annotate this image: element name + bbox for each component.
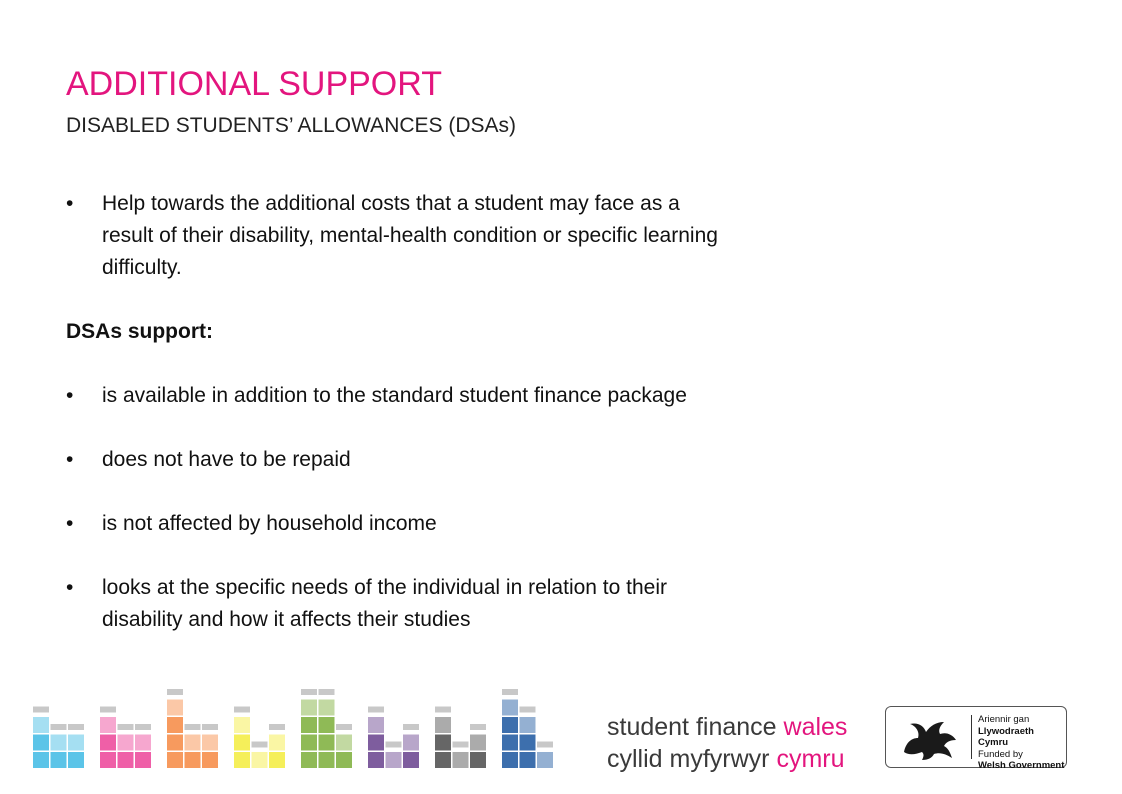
bar-cap (502, 689, 518, 695)
bullet-dot: • (66, 576, 74, 599)
bar-cap (234, 707, 250, 713)
bar-cap (453, 742, 469, 748)
bar-cap (100, 707, 116, 713)
bar-cell (502, 700, 518, 716)
bar-cap (336, 724, 352, 730)
bar-cap (167, 689, 183, 695)
bar-cap (269, 724, 285, 730)
bar-cell (537, 752, 553, 768)
bar-cell (368, 735, 384, 751)
bullet-dot: • (66, 384, 74, 407)
bar-cell (301, 752, 317, 768)
bar-cell (520, 735, 536, 751)
bar-cell (520, 752, 536, 768)
list-item-text-line-2: disability and how it affects their studies (102, 608, 471, 631)
bar-cap (470, 724, 486, 730)
bar-cap (33, 707, 49, 713)
bar-cell (403, 752, 419, 768)
bar-cell (118, 735, 134, 751)
bar-cell (319, 752, 335, 768)
bar-cell (252, 752, 268, 768)
bar-cell (68, 735, 84, 751)
bar-cell (319, 717, 335, 733)
student-finance-wales-logo (607, 711, 847, 775)
intro-line-1: Help towards the additional costs that a student may face as a (102, 192, 680, 215)
list-item-text: is available in addition to the standard student finance package (102, 384, 687, 407)
bar-cell (269, 735, 285, 751)
bar-cell (167, 735, 183, 751)
dragon-icon (896, 712, 962, 762)
intro-line-2: result of their disability, mental-health condition or specific learning (102, 224, 718, 247)
bar-cell (470, 752, 486, 768)
bar-cell (118, 752, 134, 768)
bar-cell (202, 735, 218, 751)
bar-cell (368, 717, 384, 733)
brand-line-2-accent: cymru (776, 745, 845, 773)
bar-cell (234, 717, 250, 733)
bar-cap (386, 742, 402, 748)
bar-cell (336, 752, 352, 768)
section-heading: DSAs support: (66, 320, 213, 343)
bar-cell (386, 752, 402, 768)
bar-cell (202, 752, 218, 768)
bar-cell (319, 735, 335, 751)
bar-cell (502, 752, 518, 768)
bar-cap (520, 707, 536, 713)
bar-cell (470, 735, 486, 751)
logo-divider (971, 715, 972, 759)
brand-line-2: cyllid myfyrwyr (607, 745, 777, 773)
bar-cell (368, 752, 384, 768)
bar-cell (33, 752, 49, 768)
bar-cap (435, 707, 451, 713)
bar-cell (185, 752, 201, 768)
gov-line-3: Funded by (978, 748, 1023, 760)
page-subtitle: DISABLED STUDENTS’ ALLOWANCES (DSAs) (66, 114, 517, 137)
bar-cell (167, 700, 183, 716)
brand-line-1: student finance (607, 713, 784, 741)
bar-cell (167, 752, 183, 768)
bar-cap (252, 742, 268, 748)
bullet-dot: • (66, 512, 74, 535)
bar-cap (403, 724, 419, 730)
bar-cell (135, 752, 151, 768)
bar-cell (301, 717, 317, 733)
bar-cell (453, 752, 469, 768)
gov-line-2: Llywodraeth Cymru (978, 725, 1034, 748)
government-funding-text (978, 714, 1066, 772)
bar-cell (234, 752, 250, 768)
bullet-dot: • (66, 192, 74, 215)
bar-cell (336, 735, 352, 751)
list-item-text: is not affected by household income (102, 512, 437, 535)
bar-cell (33, 717, 49, 733)
page-title: ADDITIONAL SUPPORT (66, 65, 442, 103)
bar-cell (51, 735, 67, 751)
bar-cell (319, 700, 335, 716)
bar-cap (185, 724, 201, 730)
bar-cell (100, 717, 116, 733)
bar-cell (435, 752, 451, 768)
bar-cell (520, 717, 536, 733)
bar-cell (167, 717, 183, 733)
bar-cap (135, 724, 151, 730)
bar-cell (185, 735, 201, 751)
bar-cell (403, 735, 419, 751)
bar-cap (319, 689, 335, 695)
bar-cap (51, 724, 67, 730)
bullet-dot: • (66, 448, 74, 471)
bar-cell (135, 735, 151, 751)
bar-cap (368, 707, 384, 713)
bar-cap (537, 742, 553, 748)
bar-cap (202, 724, 218, 730)
bar-cell (234, 735, 250, 751)
bar-cell (502, 735, 518, 751)
list-item-text-line-1: looks at the specific needs of the individual in relation to their (102, 576, 668, 599)
bar-cell (502, 717, 518, 733)
brand-line-1-accent: wales (783, 713, 848, 741)
intro-line-3: difficulty. (102, 256, 182, 279)
bar-cell (33, 735, 49, 751)
bar-cap (301, 689, 317, 695)
welsh-government-logo (885, 706, 1067, 771)
bar-cell (68, 752, 84, 768)
gov-line-4: Welsh Government (978, 760, 1065, 771)
bar-cell (301, 700, 317, 716)
gov-line-1: Ariennir gan (978, 714, 1030, 725)
bar-cell (100, 735, 116, 751)
bar-cell (435, 717, 451, 733)
bar-cell (435, 735, 451, 751)
bar-cell (301, 735, 317, 751)
bar-cell (100, 752, 116, 768)
bar-cell (269, 752, 285, 768)
bar-cap (68, 724, 84, 730)
list-item-text: does not have to be repaid (102, 448, 351, 471)
bar-cell (51, 752, 67, 768)
bar-cap (118, 724, 134, 730)
